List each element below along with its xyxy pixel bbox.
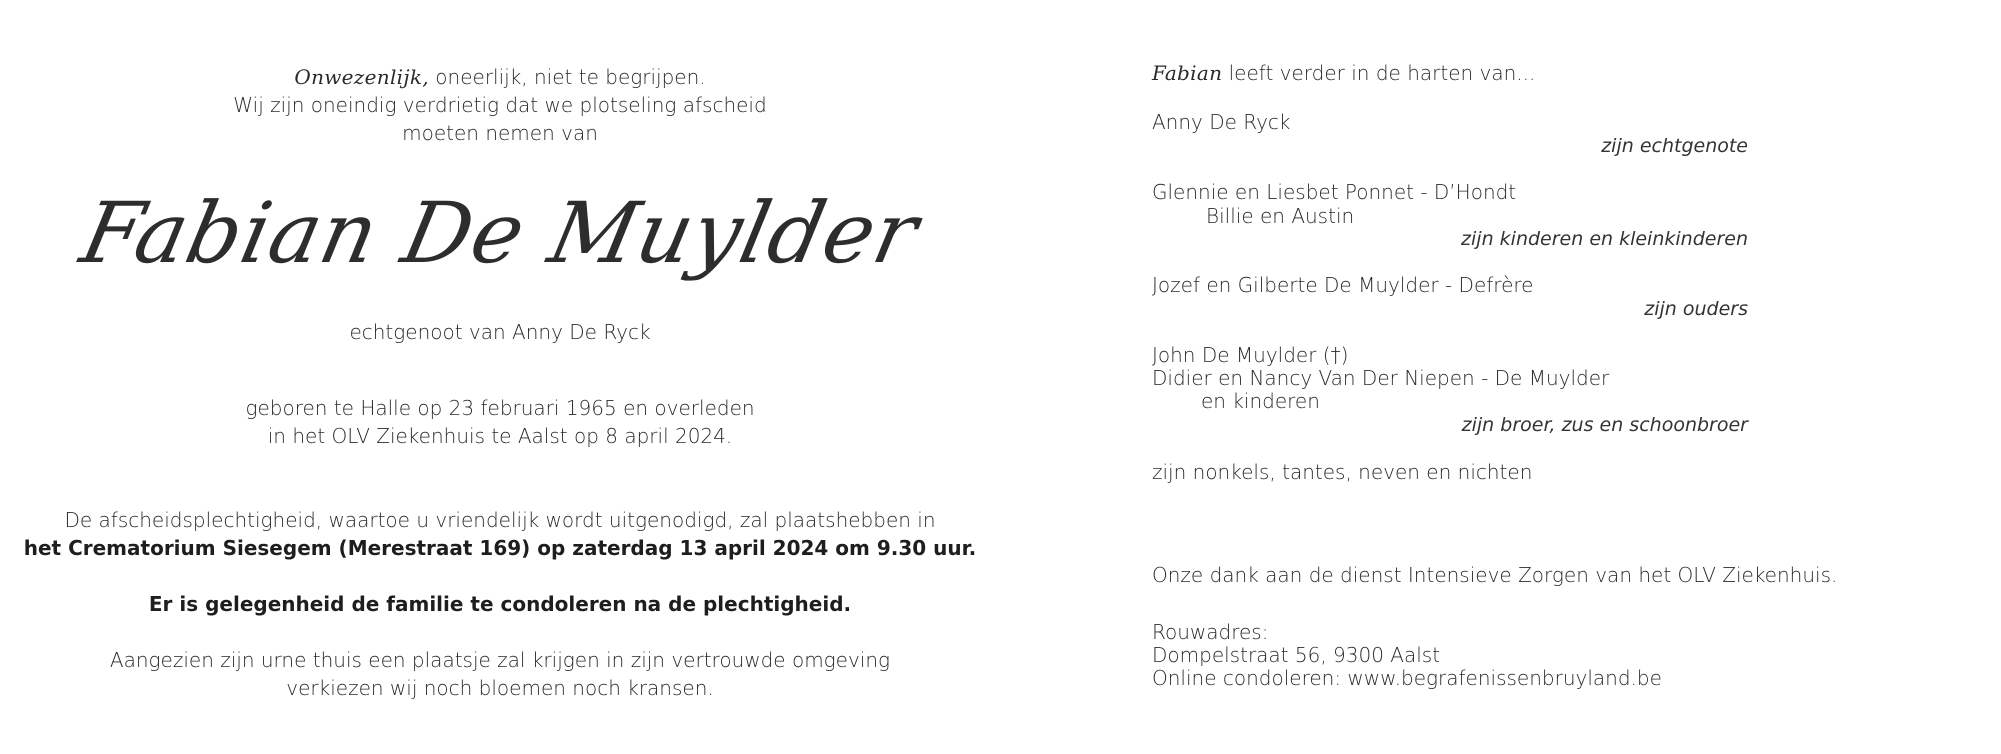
birth-line-1: geboren te Halle op 23 februari 1965 en overleden [245,396,755,420]
ceremony-line-1: De afscheidsplechtigheid, waartoe u vriendelijk wordt uitgenodigd, zal plaatshebben in [64,508,936,532]
family-role: zijn ouders [1644,298,1748,320]
family-role: zijn echtgenote [1601,135,1748,157]
family-role: zijn broer, zus en schoonbroer [1461,414,1748,436]
extended-family: zijn nonkels, tantes, neven en nichten [1152,460,1533,484]
deceased-name: Fabian De Muylder [73,184,927,282]
online-condolence: Online condoleren: www.begrafenissenbruyland.be [1152,666,1662,690]
intro-rest: oneerlijk, niet te begrijpen. [428,65,706,89]
family-heading [1152,61,1535,85]
family-member-line: Billie en Austin [1206,204,1355,228]
heading-rest: leeft verder in de harten van... [1222,61,1536,85]
birth-line-2: in het OLV Ziekenhuis te Aalst op 8 april 2024. [267,424,733,448]
spouse-line: echtgenoot van Anny De Ryck [349,320,651,344]
address-label: Rouwadres: [1152,620,1269,644]
family-member-line: en kinderen [1201,389,1320,413]
condolence-line: Er is gelegenheid de familie te condoleren na de plechtigheid. [148,592,852,616]
address: Dompelstraat 56, 9300 Aalst [1152,643,1441,667]
intro-script-word: Onwezenlijk, [294,65,429,89]
ceremony-line-2: het Crematorium Siesegem (Merestraat 169) op zaterdag 13 april 2024 om 9.30 uur. [23,536,977,560]
family-member-line: Jozef en Gilberte De Muylder - Defrère [1152,273,1534,297]
intro-line-3: moeten nemen van [402,121,598,145]
thanks-line: Onze dank aan de dienst Intensieve Zorgen van het OLV Ziekenhuis. [1152,563,1838,587]
family-role: zijn kinderen en kleinkinderen [1461,228,1748,250]
intro-line-2: Wij zijn oneindig verdrietig dat we plotseling afscheid [233,93,767,117]
family-member-line: Didier en Nancy Van Der Niepen - De Muylder [1152,366,1610,390]
heading-script-word: Fabian [1152,61,1223,85]
urn-line-1: Aangezien zijn urne thuis een plaatsje zal krijgen in zijn vertrouwde omgeving [109,648,891,672]
urn-line-2: verkiezen wij noch bloemen noch kransen. [286,676,714,700]
family-member-line: Anny De Ryck [1152,110,1291,134]
intro-line-1 [0,65,1000,89]
family-member-line: Glennie en Liesbet Ponnet - D’Hondt [1152,180,1517,204]
family-member-line: John De Muylder (†) [1152,343,1349,367]
